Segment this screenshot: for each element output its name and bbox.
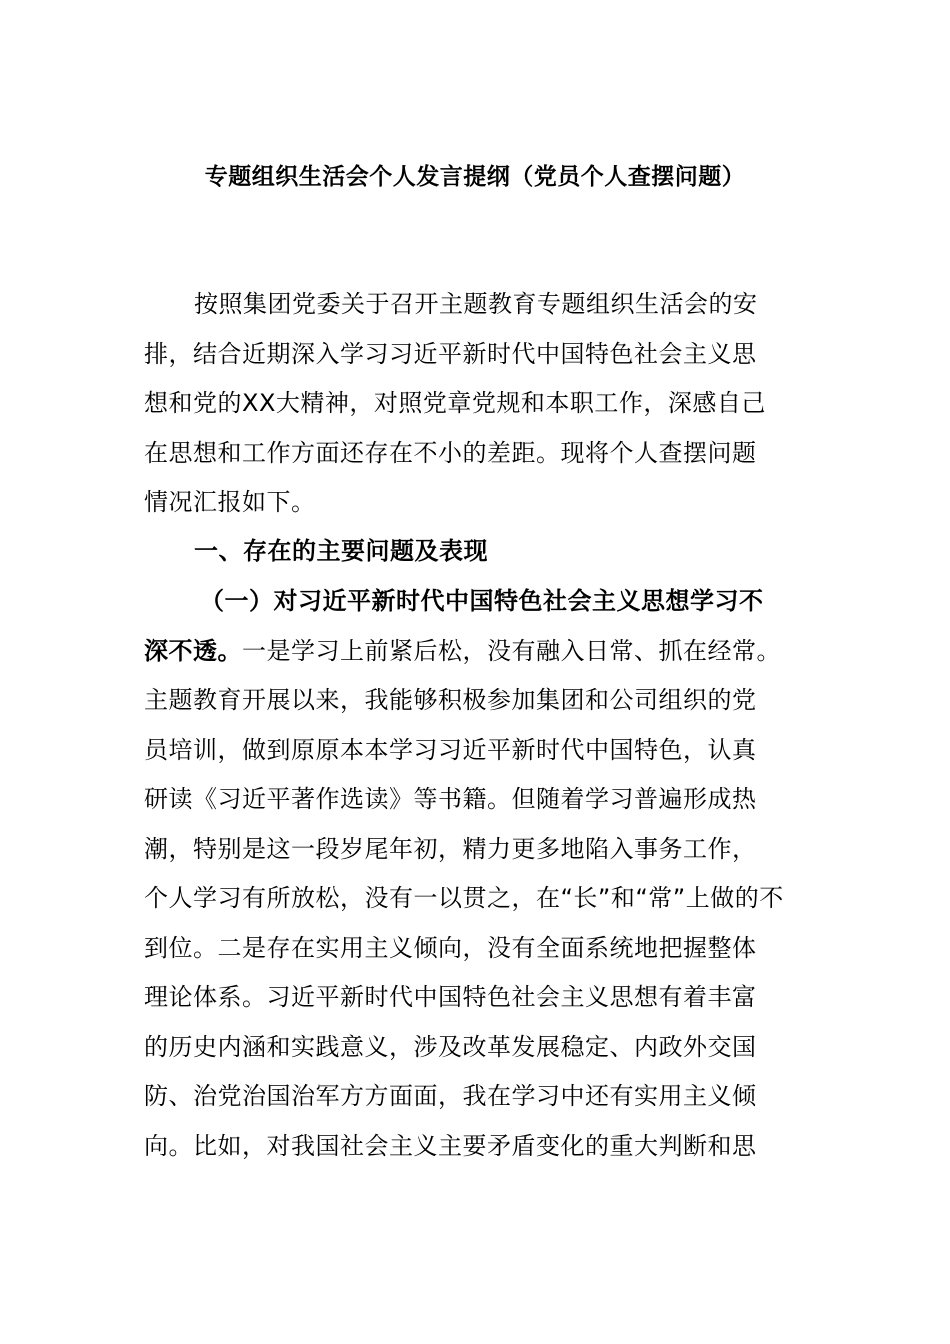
paragraph-line: 在思想和工作方面还存在不小的差距。现将个人查摆问题 (144, 438, 757, 467)
document-title: 专题组织生活会个人发言提纲（党员个人查摆问题） (204, 164, 746, 190)
paragraph-line: 员培训，做到原原本本学习习近平新时代中国特色，认真 (144, 735, 757, 764)
section-heading: 一、存在的主要问题及表现 (194, 537, 488, 565)
section-one (144, 527, 808, 577)
paragraph-line: 防、治党治国治军方方面面，我在学习中还有实用主义倾 (144, 1082, 757, 1110)
paragraph-line: 想和党的XX大精神，对照党章党规和本职工作，深感自己 (144, 389, 766, 417)
paragraph-line: 按照集团党委关于召开主题教育专题组织生活会的安 (194, 290, 758, 318)
paragraph-text: 一是学习上前紧后松，没有融入日常、抓在经常。 (242, 636, 781, 665)
paragraph-line: 情况汇报如下。 (144, 488, 316, 516)
subsection-heading: （一）对习近平新时代中国特色社会主义思想学习不 (200, 587, 764, 615)
subsection-one (144, 577, 808, 1171)
paragraph-line: 主题教育开展以来，我能够积极参加集团和公司组织的党 (144, 686, 757, 714)
paragraph-line: 到位。二是存在实用主义倾向，没有全面系统地把握整体 (144, 933, 757, 962)
paragraph-line: 排，结合近期深入学习习近平新时代中国特色社会主义思 (144, 339, 757, 368)
paragraph-line: 向。比如，对我国社会主义主要矛盾变化的重大判断和思 (144, 1131, 757, 1160)
paragraph-line: 的历史内涵和实践意义，涉及改革发展稳定、内政外交国 (144, 1032, 757, 1061)
subsection-heading-end: 深不透。 (144, 636, 242, 665)
paragraph-line: 研读《习近平著作选读》等书籍。但随着学习普遍形成热 (144, 785, 757, 813)
paragraph-line (144, 627, 808, 677)
intro-paragraph (144, 280, 808, 528)
paragraph-line: 个人学习有所放松，没有一以贯之，在“长”和“常”上做的不 (144, 884, 784, 912)
paragraph-line: 理论体系。习近平新时代中国特色社会主义思想有着丰富 (144, 983, 757, 1011)
paragraph-line: 潮，特别是这一段岁尾年初，精力更多地陷入事务工作， (144, 834, 757, 863)
